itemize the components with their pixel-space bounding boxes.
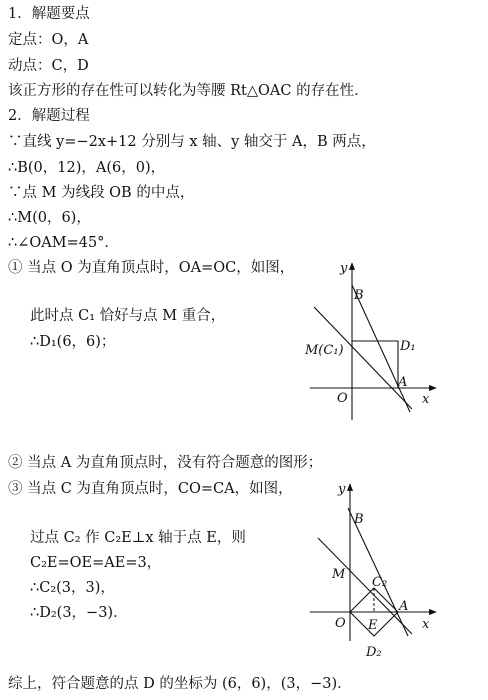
label-y: y xyxy=(340,261,348,276)
case1-line1: 此时点 C₁ 恰好与点 M 重合， xyxy=(30,308,226,324)
label-e: E xyxy=(368,618,378,633)
step-line: ∴B(0，12)，A(6，0)， xyxy=(8,160,166,176)
label-c2: C₂ xyxy=(372,575,388,590)
fixed-points-line: 定点：O，A xyxy=(8,32,89,48)
case2-title: ② 当点 A 为直角顶点时，没有符合题意的图形； xyxy=(8,455,323,471)
label-b: B xyxy=(354,288,364,303)
line-ab xyxy=(348,508,408,636)
case1-title: ① 当点 O 为直角顶点时，OA=OC，如图， xyxy=(8,260,295,276)
label-y: y xyxy=(338,482,346,497)
label-x: x xyxy=(422,617,430,632)
square-sides xyxy=(352,341,398,388)
heading-process: 2．解题过程 xyxy=(8,108,90,124)
case3-line3: ∴C₂(3，3)， xyxy=(30,580,115,596)
case3-line2: C₂E=OE=AE=3， xyxy=(30,555,162,571)
step-line: ∴∠OAM=45°． xyxy=(8,235,119,251)
label-d1: D₁ xyxy=(400,339,416,354)
label-m-c1: M(C₁) xyxy=(305,343,344,358)
step-line: ∴M(0，6)， xyxy=(8,210,91,226)
label-b: B xyxy=(354,512,364,527)
step-line: ∵直线 y=−2x+12 分别与 x 轴、y 轴交于 A，B 两点， xyxy=(8,134,376,150)
case3-line4: ∴D₂(3，−3)． xyxy=(30,605,128,621)
figure-case3 xyxy=(300,476,488,666)
conclusion-line: 综上，符合题意的点 D 的坐标为 (6，6)，(3，−3)． xyxy=(8,676,352,692)
case3-title: ③ 当点 C 为直角顶点时，CO=CA，如图， xyxy=(8,481,293,497)
label-a: A xyxy=(398,375,408,390)
line-am xyxy=(318,538,412,634)
moving-points-line: 动点：C，D xyxy=(8,58,89,74)
figure-case1 xyxy=(300,255,488,425)
case3-line1: 过点 C₂ 作 C₂E⊥x 轴于点 E，则 xyxy=(30,530,246,546)
heading-key-points: 1．解题要点 xyxy=(8,6,90,22)
label-d2: D₂ xyxy=(366,645,382,660)
case1-line2: ∴D₁(6，6)； xyxy=(30,334,116,350)
label-x: x xyxy=(422,392,430,407)
label-o: O xyxy=(337,391,348,406)
label-m: M xyxy=(332,567,346,582)
label-a: A xyxy=(399,599,409,614)
line-am xyxy=(314,307,412,409)
label-o: O xyxy=(335,616,346,631)
transform-note: 该正方形的存在性可以转化为等腰 Rt△OAC 的存在性． xyxy=(8,83,369,99)
step-line: ∵点 M 为线段 OB 的中点， xyxy=(8,185,195,201)
